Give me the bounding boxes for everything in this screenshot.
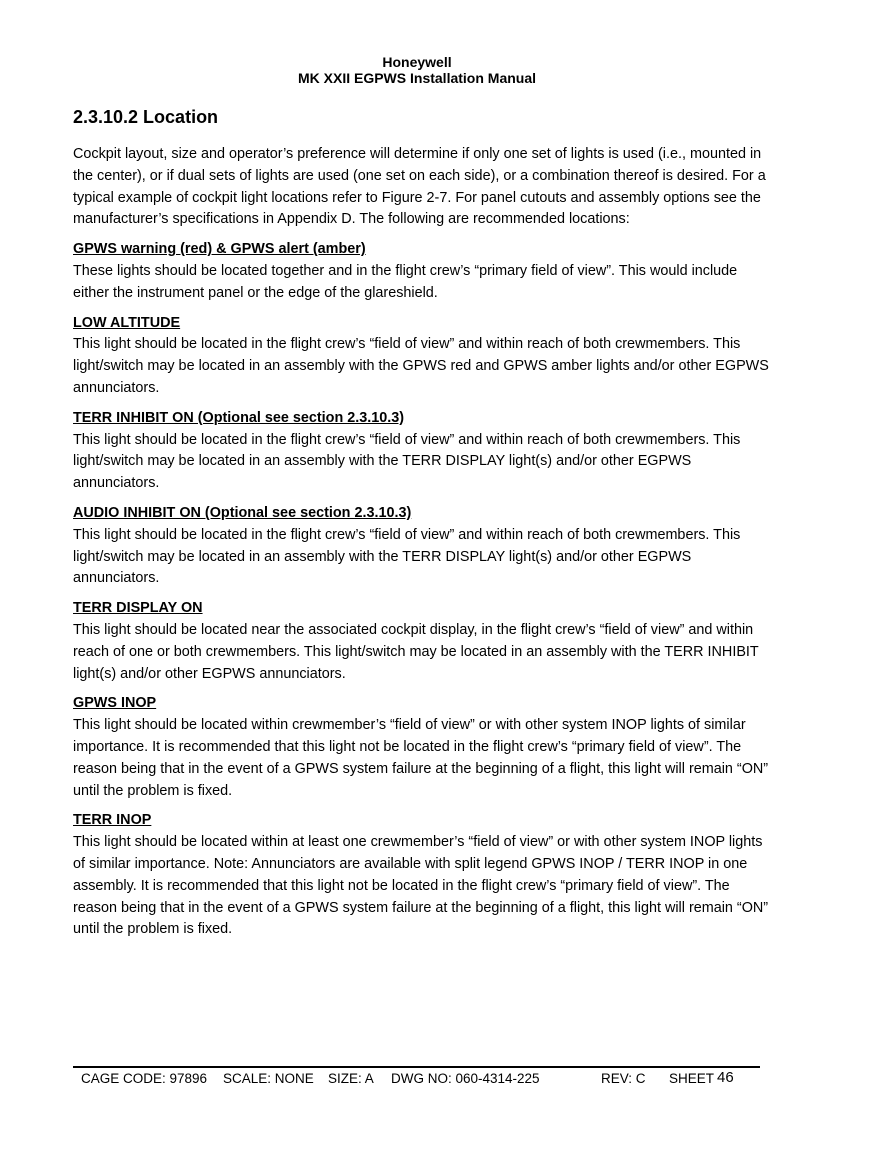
item-heading: TERR INOP: [73, 812, 152, 829]
header-company: Honeywell: [382, 54, 452, 70]
item-text: This light should be located in the flight crew’s “field of view” and within reach of both crewmembers. This light/switch may be located in an assembly with the GPWS red and GPWS amber lights and/or other EGPWS annunciators.: [73, 336, 769, 396]
location-item-terr-inop: [73, 810, 773, 941]
item-text: This light should be located near the associated cockpit display, in the flight crew’s “field of view” and within reach of one or both crewmembers. This light/switch may be located in an assembly with the TERR INHIBIT light(s) and/or other EGPWS annunciators.: [73, 621, 759, 682]
location-item-low-altitude: [73, 313, 773, 400]
intro-paragraph: Cockpit layout, size and operator’s preference will determine if only one set of lights is used (i.e., mounted in the center), or if dual sets of lights are used (one set on each side), or a combination thereof is desired. For a typical example of cockpit light locations refer to Figure 2-7. For panel cutouts and assembly options see the manufacturer’s specifications in Appendix D. The following are recommended locations:: [73, 146, 766, 228]
location-item-terr-inhibit: [73, 408, 773, 495]
location-item-audio-inhibit: [73, 503, 773, 590]
item-text: This light should be located in the flight crew’s “field of view” and within reach of both crewmembers. This light/switch may be located in an assembly with the TERR DISPLAY light(s) and/or other EGPWS annunciators.: [73, 526, 741, 587]
footer-size: SIZE: A: [328, 1071, 374, 1086]
section-title: 2.3.10.2 Location: [73, 107, 219, 127]
footer-sheet-number: 46: [717, 1069, 734, 1086]
section-body: [73, 144, 773, 949]
location-item-terr-display: [73, 598, 773, 685]
footer-cage-code: CAGE CODE: 97896: [81, 1071, 208, 1086]
item-text: This light should be located within at least one crewmember’s “field of view” or with other system INOP lights of similar importance. Note: Annunciators are available with split legend GPWS INOP / TERR INOP in one assembly. It is recommended that this light not be located in the flight crew’s “primary field of view”. The reason being that in the event of a GPWS system failure at the beginning of a flight, this light will remain “ON” until the problem is fixed.: [73, 834, 769, 938]
item-heading: GPWS warning (red) & GPWS alert (amber): [73, 241, 366, 258]
item-heading: LOW ALTITUDE: [73, 314, 181, 331]
item-heading: GPWS INOP: [73, 695, 157, 712]
footer-sheet-label: SHEET: [669, 1071, 715, 1086]
item-heading: AUDIO INHIBIT ON (Optional see section 2.3.10.3): [73, 504, 412, 521]
page-header: [0, 54, 834, 86]
footer-dwg-no: DWG NO: 060-4314-225: [391, 1071, 540, 1086]
footer-rev: REV: C: [601, 1071, 646, 1086]
footer-divider: [73, 1066, 760, 1068]
item-text: These lights should be located together and in the flight crew’s “primary field of view”. This would include either the instrument panel or the edge of the glareshield.: [73, 262, 738, 301]
location-item-gpws-inop: [73, 693, 773, 802]
footer-scale: SCALE: NONE: [223, 1071, 314, 1086]
item-text: This light should be located in the flight crew’s “field of view” and within reach of both crewmembers. This light/switch may be located in an assembly with the TERR DISPLAY light(s) and/or other EGPWS annunciators.: [73, 431, 741, 492]
header-manual-title: MK XXII EGPWS Installation Manual: [297, 70, 537, 86]
location-item-gpws-warning: [73, 239, 773, 304]
item-heading: TERR DISPLAY ON: [73, 600, 203, 617]
item-heading: TERR INHIBIT ON (Optional see section 2.3.10.3): [73, 409, 405, 426]
item-text: This light should be located within crewmember’s “field of view” or with other system INOP lights of similar importance. It is recommended that this light not be located in the flight crew’s “primary field of view”. The reason being that in the event of a GPWS system failure at the beginning of a flight, this light will remain “ON” until the problem is fixed.: [73, 717, 769, 799]
